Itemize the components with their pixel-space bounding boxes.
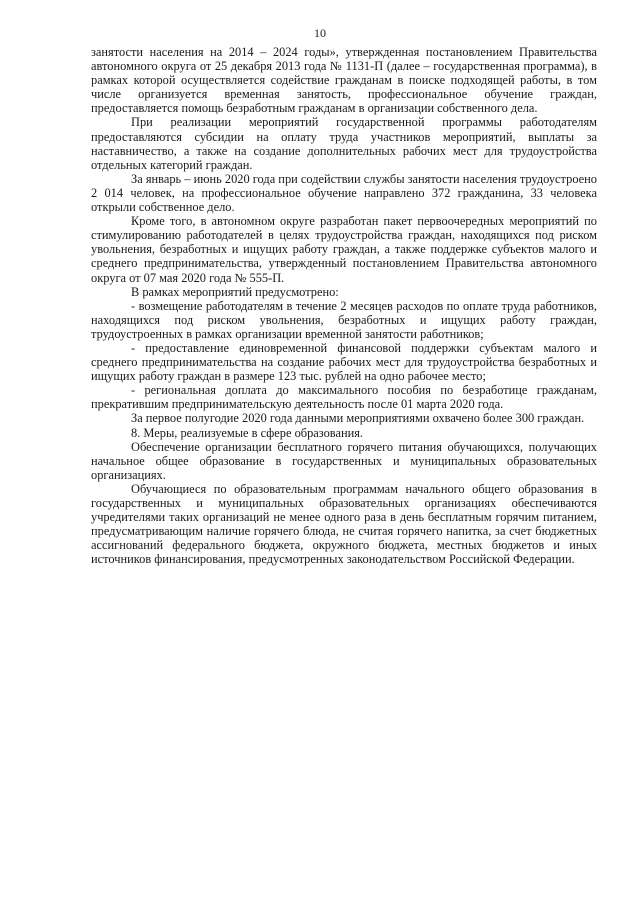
list-item-sme-support: - предоставление единовременной финансовой поддержки субъектам малого и среднего предпринимательства на создание рабочих мест для трудоустройства безработных и ищущих работу граждан в размере 123 тыс. рублей на одно рабочее место; — [91, 340, 597, 384]
section-heading-education: 8. Меры, реализуемые в сфере образования. — [131, 425, 364, 440]
paragraph-employer-subsidies: При реализации мероприятий государственной программы работодателям предоставляются субсидии на оплату труда участников мероприятий, выплаты за наставничество, а также на создание дополнительных рабочих мест для трудоустройства отдельных категорий граждан. — [91, 115, 597, 172]
paragraph-employment-results: За январь – июнь 2020 года при содействии службы занятости населения трудоустроено 2 014 человек, на профессиональное обучение направлено 372 гражданина, 33 человека открыли собственное дело. — [91, 171, 597, 215]
paragraph-measures-intro: В рамках мероприятий предусмотрено: — [131, 284, 339, 299]
list-item-regional-allowance: - региональная доплата до максимального пособия по безработице гражданам, прекратившим предпринимательскую деятельность после 01 марта 2020 года. — [91, 383, 597, 412]
list-item-wage-compensation: - возмещение работодателям в течение 2 месяцев расходов по оплате труда работников, находящихся под риском увольнения, безработных и ищущих работу граждан, трудоустроенных в рамках организации временной занятости работников; — [91, 298, 597, 341]
paragraph-students-meals: Обучающиеся по образовательным программам начального общего образования в государственных и муниципальных образовательных организациях обеспечиваются учредителями таких организаций не менее одного раза в день бесплатным горячим питанием, предусматривающим наличие горячего блюда, не считая горячего напитка, за счет бюджетных ассигнований федерального бюджета, окружного бюджета, местных бюджетов и иных источников финансирования, предусмотренных законодательством Российской Федерации. — [91, 481, 597, 567]
paragraph-employment-program: занятости населения на 2014 – 2024 годы», утвержденная постановлением Правительства автономного округа от 25 декабря 2013 года № 1131-П (далее – государственная программа), в рамках которой осуществляется содействие гражданам в поиске подходящей работы, в том числе организуется временная занятость, профессиональное обучение граждан, предоставляется помощь безработным гражданам в организации собственного дела. — [91, 45, 597, 116]
paragraph-priority-measures: Кроме того, в автономном округе разработан пакет первоочередных мероприятий по стимулированию работодателей в целях трудоустройства граждан, находящихся под риском увольнения, безработных и ищущих работу граждан, а также поддержке субъектов малого и среднего предпринимательства, утвержденный постановлением Правительства автономного округа от 07 мая 2020 года № 555-П. — [91, 214, 597, 285]
paragraph-coverage: За первое полугодие 2020 года данными мероприятиями охвачено более 300 граждан. — [131, 411, 585, 426]
paragraph-hot-meals: Обеспечение организации бесплатного горячего питания обучающихся, получающих начальное общее образование в государственных и муниципальных образовательных организациях. — [91, 439, 597, 482]
page-number: 10 — [314, 26, 326, 40]
document-body — [91, 45, 597, 566]
